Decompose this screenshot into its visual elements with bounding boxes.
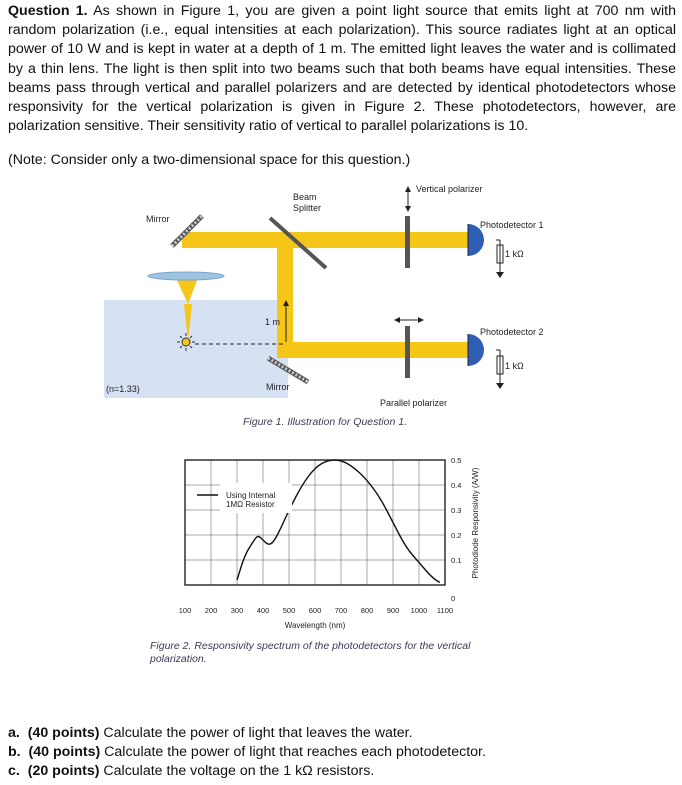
- x-tick-label: 200: [204, 606, 218, 615]
- y-tick-label: 0.1: [451, 556, 462, 565]
- part-a: [8, 724, 486, 743]
- x-axis-label: Wavelength (nm): [284, 621, 346, 630]
- part-b: [8, 743, 486, 762]
- part-b-text: Calculate the power of light that reaches each photodetector.: [100, 744, 486, 760]
- y-tick-label: 0.5: [451, 456, 462, 465]
- photodetector-2-symbol: [468, 334, 484, 366]
- lens: [148, 272, 224, 280]
- part-b-points: (40 points): [28, 744, 101, 760]
- question-number: Question 1.: [8, 3, 88, 19]
- legend-text-1: Using Internal: [226, 491, 276, 500]
- label-parallel-polarizer: Parallel polarizer: [380, 398, 448, 408]
- y-tick-labels: [451, 456, 461, 603]
- resistor-2-circuit: [496, 350, 503, 383]
- label-beam-splitter-2: Splitter: [293, 203, 322, 213]
- figure-1-diagram: [100, 180, 580, 412]
- label-photodetector-1: Photodetector 1: [480, 220, 544, 230]
- chart-grid: [185, 460, 445, 585]
- part-a-text: Calculate the power of light that leaves the water.: [99, 725, 413, 741]
- note: (Note: Consider only a two-dimensional space for this question.): [8, 152, 411, 168]
- part-c: [8, 762, 486, 781]
- x-tick-label: 800: [360, 606, 374, 615]
- x-tick-label: 600: [308, 606, 322, 615]
- part-a-points: (40 points): [27, 725, 100, 741]
- label-resistor-1: 1 kΩ: [505, 249, 524, 259]
- label-depth: 1 m: [265, 317, 281, 327]
- ground-arrow-2: [496, 383, 504, 389]
- y-tick-label: 0.2: [451, 531, 462, 540]
- x-tick-labels: [179, 606, 453, 615]
- part-c-text: Calculate the voltage on the 1 kΩ resistors.: [99, 763, 375, 779]
- label-resistor-2: 1 kΩ: [505, 361, 524, 371]
- label-photodetector-2: Photodetector 2: [480, 327, 544, 337]
- part-c-label: c.: [8, 763, 20, 779]
- label-vertical-polarizer: Vertical polarizer: [416, 184, 483, 194]
- x-tick-label: 1000: [410, 606, 428, 615]
- figure-2-caption: Figure 2. Responsivity spectrum of the photodetectors for the vertical polarization.: [150, 640, 471, 665]
- label-mirror-top: Mirror: [146, 214, 170, 224]
- label-beam-splitter-1: Beam: [293, 192, 317, 202]
- question-body: As shown in Figure 1, you are given a point light source that emits light at 700 nm with random polarization (i.e., equal intensities at each polarization). This source radiates light at an optical power of 10 W and is kept in water at a depth of 1 m. The emitted light leaves the water and is collimated by a thin lens. The light is then split into two beams such that both beams have equal intensities. These beams pass through vertical and parallel polarizers and are detected by identical photodetectors whose responsivity for the vertical polarization is given in Figure 2. These photodetectors, however, are polarization sensitive. Their sensitivity ratio of vertical to parallel polarizations is 10.: [8, 3, 676, 135]
- part-c-points: (20 points): [27, 763, 100, 779]
- vertical-polarizer: [405, 186, 411, 268]
- part-b-label: b.: [8, 744, 21, 760]
- y-tick-label: 0.3: [451, 506, 462, 515]
- label-water-index: (n=1.33): [106, 384, 140, 394]
- x-tick-label: 100: [178, 606, 192, 615]
- y-axis-label: Photodiode Responsivity (A/W): [471, 467, 480, 579]
- ground-arrow-1: [496, 272, 504, 278]
- x-tick-label: 400: [256, 606, 270, 615]
- y-tick-label: 0.4: [451, 481, 462, 490]
- y-tick-label: 0: [451, 594, 456, 603]
- question-parts: [8, 724, 486, 781]
- figure-2-chart: [170, 455, 490, 635]
- figure-1-caption: Figure 1. Illustration for Question 1.: [243, 416, 407, 428]
- x-tick-label: 300: [230, 606, 244, 615]
- part-a-label: a.: [8, 725, 20, 741]
- x-tick-label: 500: [282, 606, 296, 615]
- x-tick-label: 1100: [436, 606, 454, 615]
- label-mirror-bottom: Mirror: [266, 382, 290, 392]
- x-tick-label: 700: [334, 606, 348, 615]
- question-text: [8, 2, 676, 136]
- legend-text-2: 1MΩ Resistor: [226, 500, 275, 509]
- x-tick-label: 900: [386, 606, 400, 615]
- responsivity-curve: [237, 460, 440, 583]
- resistor-1-circuit: [496, 240, 503, 272]
